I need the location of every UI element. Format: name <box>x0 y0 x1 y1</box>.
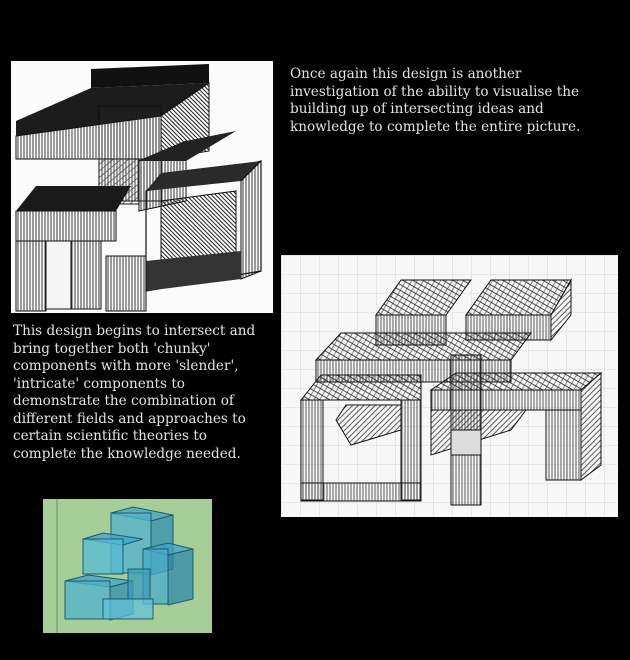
caption-line: demonstrate the combination of <box>13 393 234 409</box>
caption-line: knowledge to complete the entire picture. <box>290 118 581 135</box>
caption-middle <box>13 323 281 463</box>
caption-line: Once again this design is another <box>290 66 522 82</box>
caption-line: certain scientific theories to <box>13 428 207 444</box>
caption-line: bring together both 'chunky' <box>13 340 211 357</box>
caption-line: investigation of the ability to visualise the <box>290 83 580 100</box>
pencil-sketch-chunky <box>11 61 273 313</box>
3d-model-render-drawing <box>43 499 212 633</box>
caption-line: building up of intersecting ideas and <box>290 101 544 117</box>
pencil-sketch-chunky-drawing <box>11 61 273 313</box>
caption-line: 'intricate' components to <box>13 375 185 392</box>
grid-paper-sketch-intricate <box>281 255 618 517</box>
grid-paper-sketch-intricate-drawing <box>281 255 618 517</box>
caption-line: complete the knowledge needed. <box>13 445 241 462</box>
caption-top <box>290 66 625 136</box>
3d-model-render <box>43 499 212 633</box>
caption-line: different fields and approaches to <box>13 410 246 427</box>
caption-line: components with more 'slender', <box>13 358 239 374</box>
caption-line: This design begins to intersect and <box>13 323 256 339</box>
